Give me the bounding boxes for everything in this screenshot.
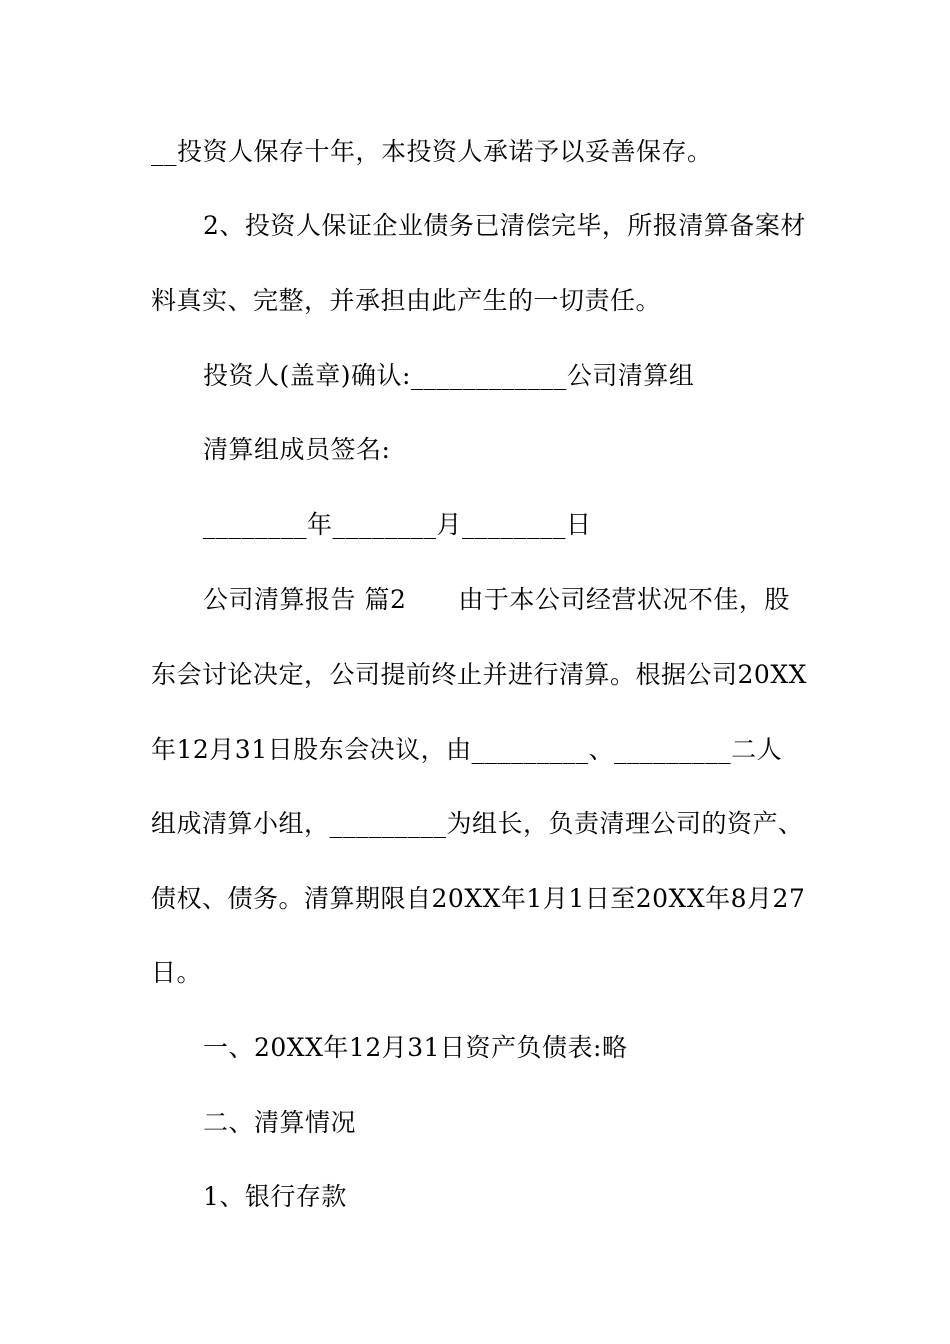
paragraph-line: 2、投资人保证企业债务已清偿完毕，所报清算备案材 [203, 211, 806, 240]
paragraph-text: 由于本公司经营状况不佳，股 [458, 585, 790, 614]
list-heading: 二、清算情况 [203, 1108, 357, 1137]
signature-line: 清算组成员签名: [203, 435, 391, 464]
section-heading-line [203, 585, 790, 615]
section-heading: 公司清算报告 篇2 [203, 585, 407, 614]
paragraph-line: 日。 [151, 958, 203, 987]
list-heading: 一、20XX年12月31日资产负债表:略 [203, 1033, 628, 1062]
date-line: ________年________月________日 [203, 510, 592, 539]
list-heading: 1、银行存款 [203, 1182, 347, 1211]
paragraph-line: 料真实、完整，并承担由此产生的一切责任。 [151, 286, 662, 315]
paragraph-line: 债权、债务。清算期限自20XX年1月1日至20XX年8月27 [151, 884, 806, 913]
paragraph-line: 组成清算小组，_________为组长，负责清理公司的资产、 [151, 809, 804, 838]
paragraph-line: 东会讨论决定，公司提前终止并进行清算。根据公司20XX [151, 660, 807, 689]
signature-line: 投资人(盖章)确认:____________公司清算组 [203, 361, 695, 390]
paragraph-line: __投资人保存十年，本投资人承诺予以妥善保存。 [151, 137, 713, 166]
paragraph-line: 年12月31日股东会决议，由_________、_________二人 [151, 735, 783, 764]
